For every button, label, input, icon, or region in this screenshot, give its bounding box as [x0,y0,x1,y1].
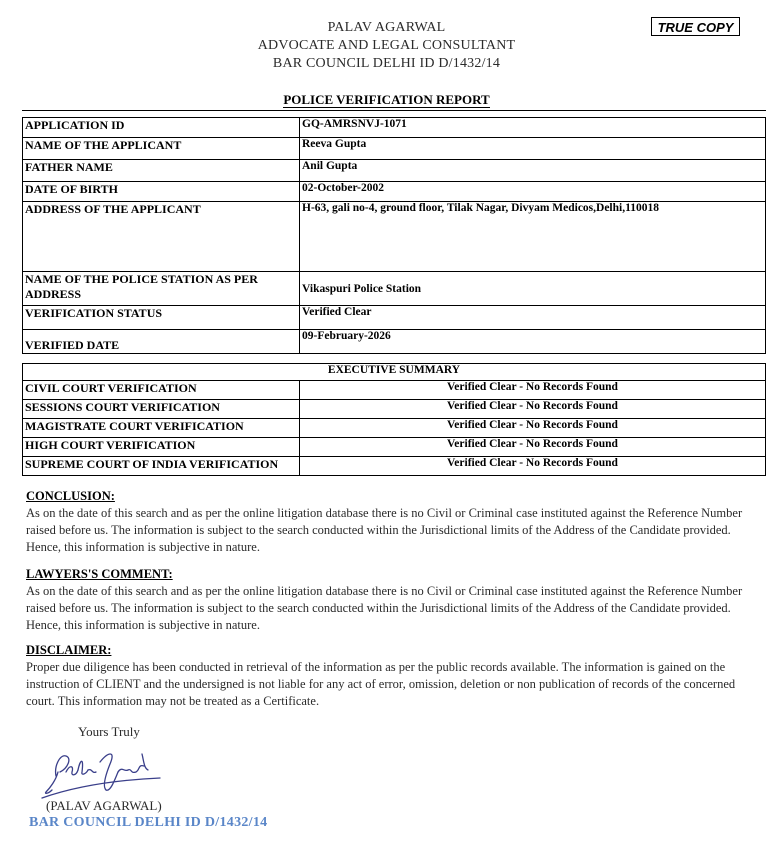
detail-label: NAME OF THE POLICE STATION AS PER ADDRESS [23,272,300,306]
detail-value: Verified Clear [300,306,766,330]
handwritten-signature [36,742,166,800]
conclusion-section [26,488,761,556]
table-row [23,438,766,457]
table-row [23,138,766,160]
table-row [23,272,766,306]
disclaimer-section [26,642,761,710]
true-copy-stamp: TRUE COPY [651,17,740,36]
advocate-bar-id: BAR COUNCIL DELHI ID D/1432/14 [272,56,501,71]
detail-label: APPLICATION ID [23,118,300,138]
conclusion-heading: CONCLUSION: [26,489,115,503]
table-row [23,419,766,438]
disclaimer-text: Proper due diligence has been conducted in retrieval of the information as per the public records available. The information is gained on the instruction of CLIENT and the undersigned is not liable for any act of error, omission, deletion or non publication of records of the concerned court. This information may not be treated as a Certificate. [26,660,736,708]
detail-label: FATHER NAME [23,160,300,182]
report-title-text: POLICE VERIFICATION REPORT [283,92,490,107]
table-row [23,306,766,330]
table-row [23,400,766,419]
summary-value: Verified Clear - No Records Found [300,457,766,476]
lawyers-comment-heading: LAWYERS'S COMMENT: [26,567,173,581]
summary-value: Verified Clear - No Records Found [300,381,766,400]
detail-label: DATE OF BIRTH [23,182,300,202]
table-row [23,202,766,272]
executive-summary-table [22,363,766,476]
signatory-bar-id: BAR COUNCIL DELHI ID D/1432/14 [29,815,268,830]
summary-label: HIGH COURT VERIFICATION [23,438,300,457]
table-row [23,182,766,202]
detail-label: NAME OF THE APPLICANT [23,138,300,160]
summary-value: Verified Clear - No Records Found [300,438,766,457]
detail-value: Anil Gupta [300,160,766,182]
detail-value: Vikaspuri Police Station [300,272,766,306]
summary-label: MAGISTRATE COURT VERIFICATION [23,419,300,438]
header-divider [22,110,766,111]
summary-value: Verified Clear - No Records Found [300,400,766,419]
detail-value: GQ-AMRSNVJ-1071 [300,118,766,138]
summary-heading-row [23,364,766,381]
table-row [23,160,766,182]
advocate-designation: ADVOCATE AND LEGAL CONSULTANT [257,38,516,53]
summary-heading: EXECUTIVE SUMMARY [23,364,766,381]
summary-label: SUPREME COURT OF INDIA VERIFICATION [23,457,300,476]
summary-label: SESSIONS COURT VERIFICATION [23,400,300,419]
summary-label: CIVIL COURT VERIFICATION [23,381,300,400]
advocate-name: PALAV AGARWAL [327,20,446,35]
detail-label: VERIFICATION STATUS [23,306,300,330]
table-row [23,118,766,138]
details-table [22,117,766,354]
signatory-name: (PALAV AGARWAL) [46,798,162,813]
conclusion-text: As on the date of this search and as per the online litigation database there is no Civil or Criminal case instituted against the Reference Number raised before us. The information is subject to the search conducted within the Jurisdictional limits of the Address of the Candidate provided. Hence, this information is subjective in nature. [26,506,743,554]
table-row [23,330,766,354]
table-row [23,457,766,476]
table-row [23,381,766,400]
detail-label: ADDRESS OF THE APPLICANT [23,202,300,272]
detail-value: 09-February-2026 [300,330,766,354]
detail-value: H-63, gali no-4, ground floor, Tilak Nagar, Divyam Medicos,Delhi,110018 [300,202,766,272]
detail-value: 02-October-2002 [300,182,766,202]
disclaimer-heading: DISCLAIMER: [26,643,112,657]
report-title [0,91,773,109]
lawyers-comment-text: As on the date of this search and as per the online litigation database there is no Civil or Criminal case instituted against the Reference Number raised before us. The information is subject to the search conducted within the Jurisdictional limits of the Address of the Candidate provided. Hence, this information is subjective in nature. [26,584,743,632]
closing-salutation: Yours Truly [78,724,140,739]
summary-value: Verified Clear - No Records Found [300,419,766,438]
lawyers-comment-section [26,566,761,634]
detail-value: Reeva Gupta [300,138,766,160]
detail-label: VERIFIED DATE [23,330,300,354]
